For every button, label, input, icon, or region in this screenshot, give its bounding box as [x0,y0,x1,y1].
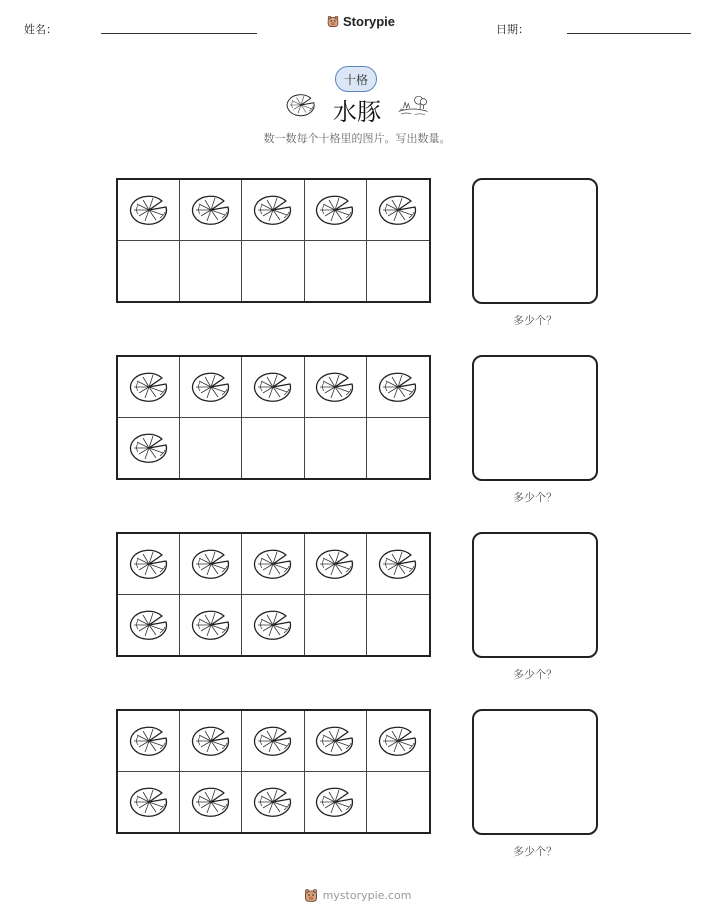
date-label: 日期： [496,23,529,36]
ten-frame-cell [242,241,304,302]
lily-pad-icon [129,548,169,580]
capybara-logo-icon [326,13,340,29]
lily-pad-icon [378,371,418,403]
ten-frame-cell [305,241,367,302]
ten-frame-cell [180,418,242,479]
page-title: 水豚 [333,98,381,126]
ten-frame-cell [305,772,367,833]
answer-prompt-2: 多少个？ [513,491,557,504]
ten-frame-cell [367,180,429,241]
ten-frame-cell [305,711,367,772]
brand-logo [326,13,395,29]
ten-frame-cell [180,711,242,772]
ten-frame-cell [305,357,367,418]
lily-pad-icon [129,786,169,818]
answer-box-3[interactable] [472,532,598,658]
lily-pad-icon [129,725,169,757]
lily-pad-icon [253,725,293,757]
ten-frame-cell [367,534,429,595]
lily-pad-icon [191,194,231,226]
ten-frame-cell [367,595,429,656]
ten-frame-cell [305,418,367,479]
ten-frame-cell [118,180,180,241]
ten-frame-cell [118,418,180,479]
ten-frame-cell [118,534,180,595]
ten-frame-cell [118,357,180,418]
ten-frame-3 [116,532,431,657]
ten-frame-cell [242,534,304,595]
footer-site: mystorypie.com [322,888,412,902]
lily-pad-icon [378,194,418,226]
ten-frame-cell [242,418,304,479]
lily-pad-icon [253,786,293,818]
ten-frame-cell [367,711,429,772]
lily-pad-icon [191,371,231,403]
lily-pad-icon [315,725,355,757]
ten-frame-cell [242,180,304,241]
ten-frame-cell [180,241,242,302]
ten-frame-2 [116,355,431,480]
capybara-logo-icon [303,886,319,904]
answer-prompt-4: 多少个？ [513,845,557,858]
footer [0,886,714,904]
ten-frame-cell [180,772,242,833]
lily-pad-icon [129,432,169,464]
ten-frame-cell [367,241,429,302]
ten-frame-cell [118,772,180,833]
lily-pad-icon [253,194,293,226]
lily-pad-icon [315,371,355,403]
instructions: 数一数每个十格里的图片。写出数量。 [263,132,451,145]
lily-pad-icon [253,548,293,580]
ten-frame-cell [118,241,180,302]
ten-frame-cell [305,180,367,241]
lily-pad-icon [378,725,418,757]
lily-pad-icon [315,786,355,818]
lily-pad-icon [191,786,231,818]
ten-frame-cell [180,595,242,656]
lily-pad-icon [315,194,355,226]
ten-frame-cell [242,357,304,418]
lily-pad-icon [253,609,293,641]
lily-pad-icon [129,194,169,226]
ten-frame-cell [180,534,242,595]
ten-frame-cell [118,711,180,772]
ten-frame-cell [367,357,429,418]
answer-prompt-3: 多少个？ [513,668,557,681]
lily-pad-icon [191,725,231,757]
answer-box-2[interactable] [472,355,598,481]
lily-pad-icon [253,371,293,403]
ten-frame-cell [118,595,180,656]
lily-pad-icon [129,371,169,403]
name-label: 姓名： [24,23,57,36]
lily-pad-icon [378,548,418,580]
date-line[interactable] [567,33,691,34]
ten-frame-1 [116,178,431,303]
name-line[interactable] [101,33,257,34]
brand-name: Storypie [343,13,396,29]
lily-pad-icon [191,609,231,641]
ten-frame-cell [305,595,367,656]
ten-frame-cell [367,772,429,833]
lily-pad-icon [315,548,355,580]
ten-frame-cell [180,357,242,418]
ten-frame-cell [242,595,304,656]
ten-frame-cell [242,711,304,772]
answer-prompt-1: 多少个？ [513,314,557,327]
worksheet-type-badge: 十格 [335,66,377,92]
lily-pad-icon [129,609,169,641]
pond-scene-icon [397,92,429,118]
ten-frame-cell [180,180,242,241]
answer-box-4[interactable] [472,709,598,835]
answer-box-1[interactable] [472,178,598,304]
lily-pad-icon [191,548,231,580]
ten-frame-cell [242,772,304,833]
ten-frame-4 [116,709,431,834]
ten-frame-cell [367,418,429,479]
ten-frame-cell [305,534,367,595]
